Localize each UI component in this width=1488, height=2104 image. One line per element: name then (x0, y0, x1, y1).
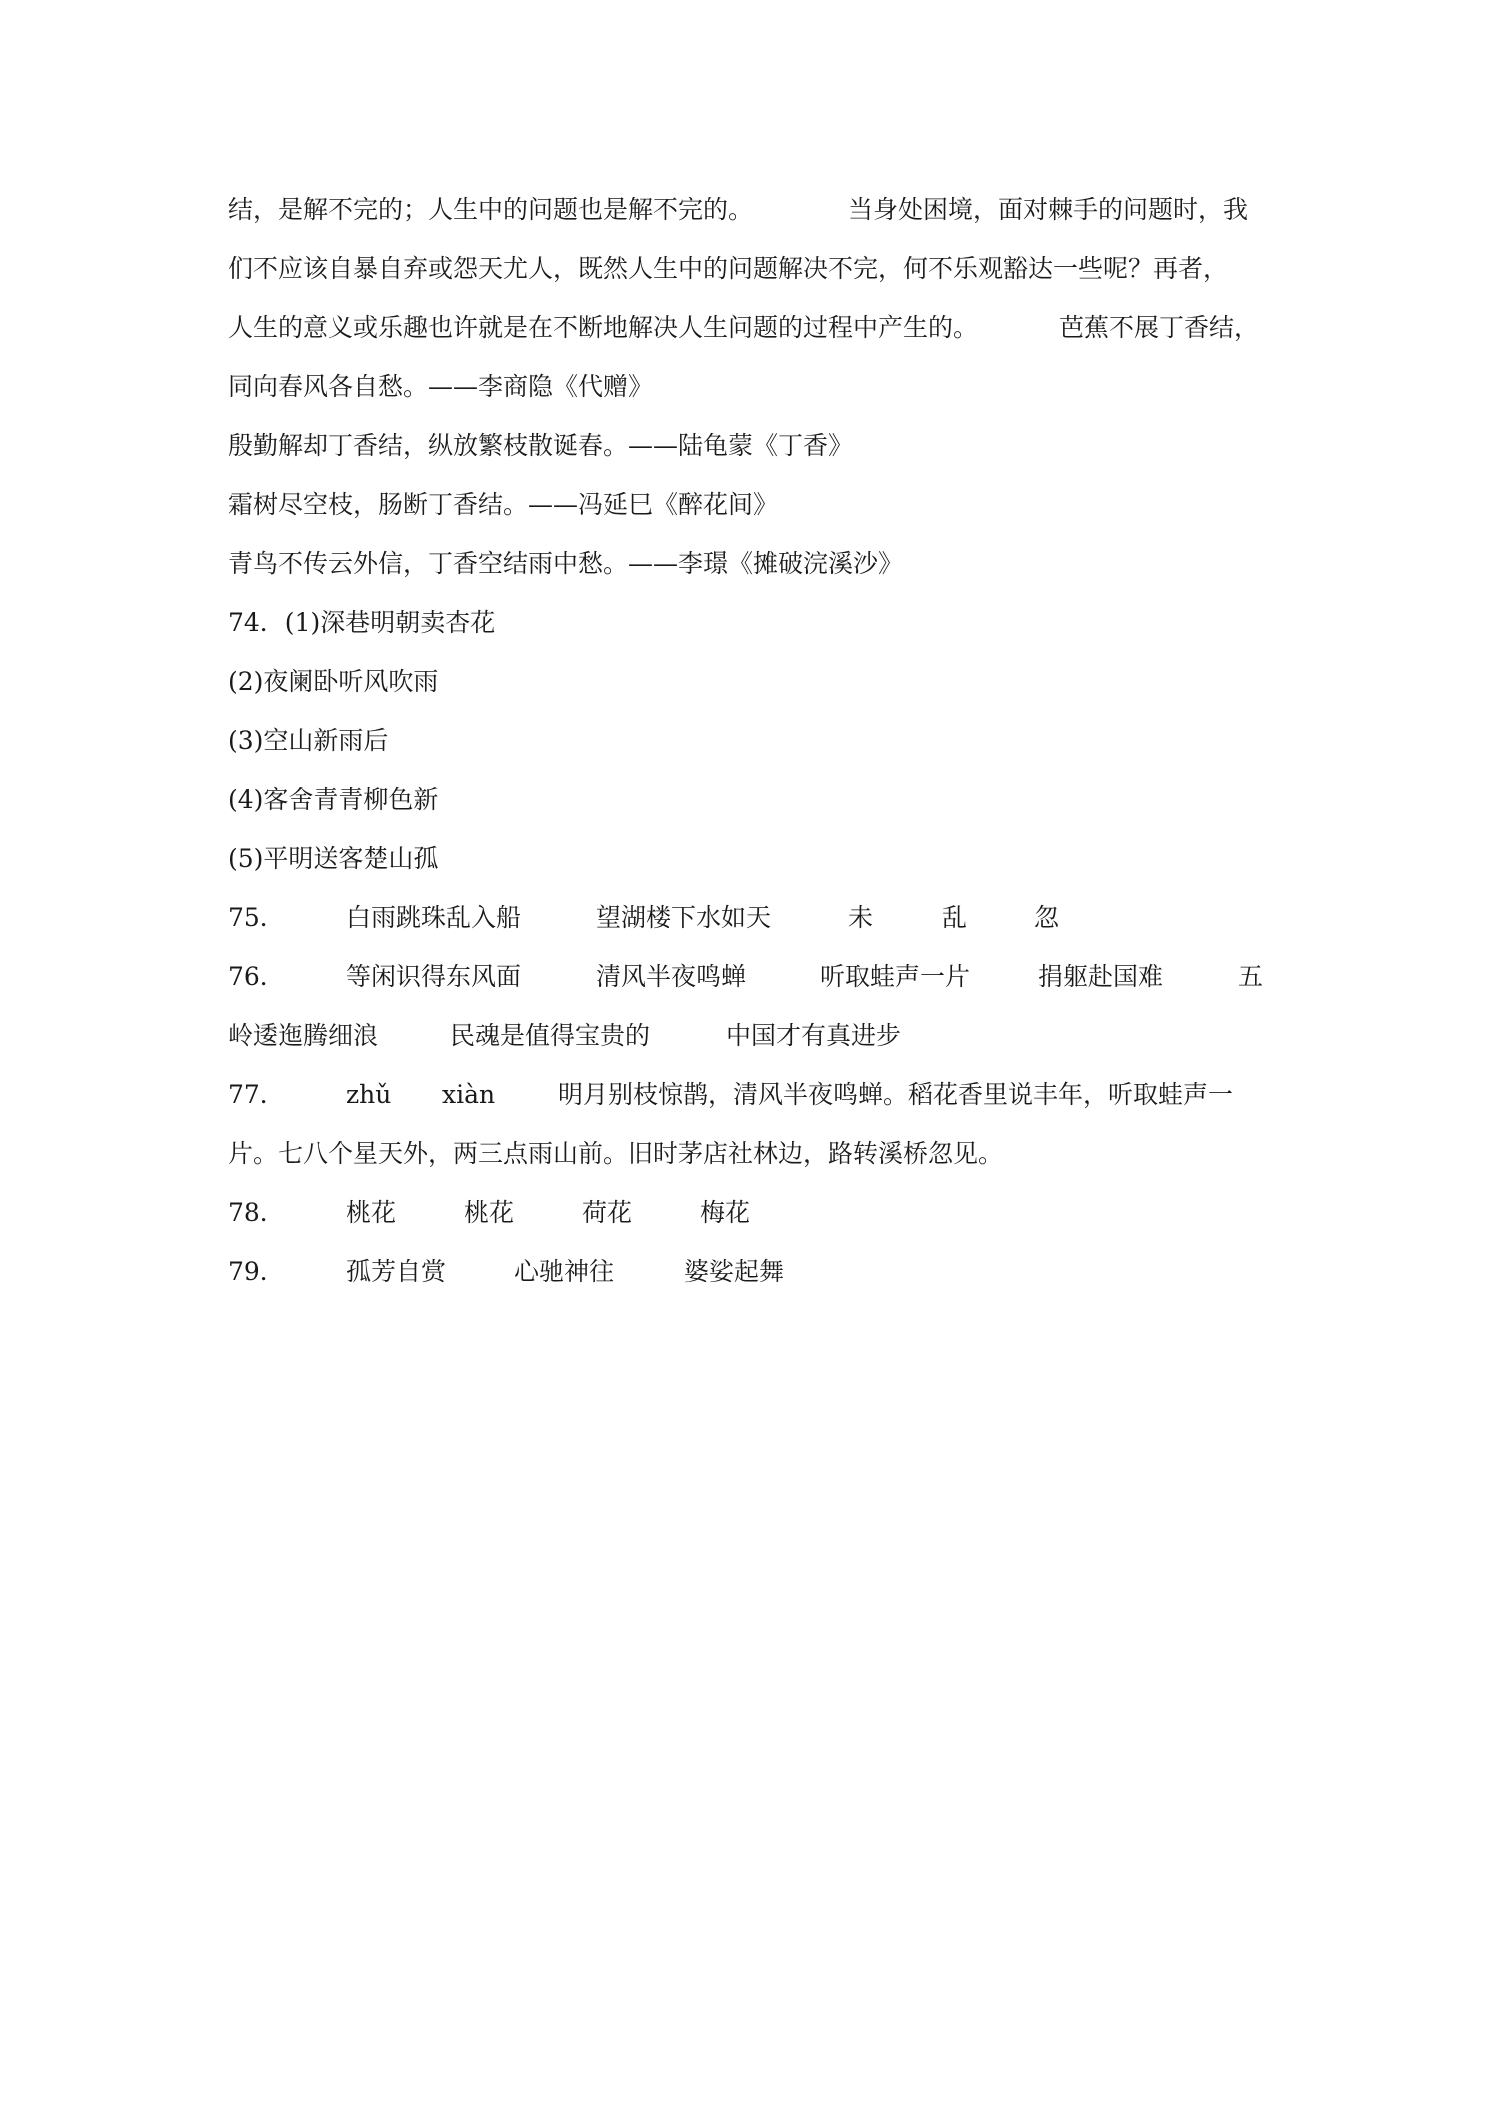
poem-line (228, 426, 1262, 485)
pinyin-answer: zhǔ (346, 1080, 392, 1109)
poem-line (228, 485, 1262, 544)
paragraph-text: 当身处困境，面对棘手的问题时，我 (848, 195, 1249, 224)
answer-blank: 婆娑起舞 (684, 1257, 785, 1286)
q76-line-1 (228, 957, 1262, 1016)
answer-text: 74．(1)深巷明朝卖杏花 (228, 608, 496, 637)
answer-text: (4)客舍青青柳色新 (228, 785, 439, 814)
paragraph-line-2 (228, 249, 1262, 308)
paragraph-line-1 (228, 190, 1262, 249)
answer-blank: 忽 (1034, 903, 1060, 932)
answer-text: 明月别枝惊鹊，清风半夜鸣蝉。稻花香里说丰年，听取蛙声一 (558, 1080, 1234, 1109)
answer-blank: 清风半夜鸣蝉 (596, 962, 747, 991)
paragraph-text: 同向春风各自愁。——李商隐《代赠》 (228, 372, 654, 401)
answer-text: (5)平明送客楚山孤 (228, 844, 439, 873)
q77-line-1 (228, 1075, 1262, 1134)
q74-line (228, 662, 1262, 721)
poem-text: 青鸟不传云外信，丁香空结雨中愁。——李璟《摊破浣溪沙》 (228, 549, 904, 578)
answer-blank: 白雨跳珠乱入船 (346, 903, 522, 932)
answer-blank: 五 (1238, 962, 1264, 991)
answer-blank: 荷花 (582, 1198, 633, 1227)
question-number: 75． (228, 903, 285, 932)
pinyin-answer: xiàn (442, 1080, 496, 1109)
paragraph-text: 人生的意义或乐趣也许就是在不断地解决人生问题的过程中产生的。 (228, 313, 979, 342)
q78-line (228, 1193, 1262, 1252)
answer-blank: 心驰神往 (514, 1257, 615, 1286)
answer-text: (3)空山新雨后 (228, 726, 389, 755)
q74-line (228, 603, 1262, 662)
q77-line-2 (228, 1134, 1262, 1193)
paragraph-line-4 (228, 367, 1262, 426)
answer-blank: 中国才有真进步 (726, 1021, 902, 1050)
paragraph-text: 结，是解不完的；人生中的问题也是解不完的。 (228, 195, 754, 224)
answer-blank: 梅花 (700, 1198, 751, 1227)
answer-blank: 听取蛙声一片 (820, 962, 971, 991)
poem-text: 霜树尽空枝，肠断丁香结。——冯延巳《醉花间》 (228, 490, 779, 519)
paragraph-text: 们不应该自暴自弃或怨天尤人，既然人生中的问题解决不完，何不乐观豁达一些呢？再者， (228, 254, 1229, 283)
answer-blank: 岭逶迤腾细浪 (228, 1021, 379, 1050)
q74-line (228, 780, 1262, 839)
answer-blank: 未 (848, 903, 874, 932)
answer-blank: 乱 (942, 903, 968, 932)
answer-text: 片。七八个星天外，两三点雨山前。旧时茅店社林边，路转溪桥忽见。 (228, 1139, 1004, 1168)
q76-line-2 (228, 1016, 1262, 1075)
paragraph-text: 芭蕉不展丁香结， (1059, 313, 1260, 342)
q79-line (228, 1252, 1262, 1311)
answer-blank: 民魂是值得宝贵的 (450, 1021, 651, 1050)
paragraph-line-3 (228, 308, 1262, 367)
document-page (228, 190, 1262, 1311)
question-number: 77． (228, 1080, 285, 1109)
answer-blank: 桃花 (346, 1198, 397, 1227)
answer-blank: 望湖楼下水如天 (596, 903, 772, 932)
answer-text: (2)夜阑卧听风吹雨 (228, 667, 439, 696)
q74-line (228, 839, 1262, 898)
question-number: 78． (228, 1198, 285, 1227)
answer-blank: 等闲识得东风面 (346, 962, 522, 991)
answer-blank: 捐躯赴国难 (1038, 962, 1164, 991)
poem-text: 殷勤解却丁香结，纵放繁枝散诞春。——陆龟蒙《丁香》 (228, 431, 854, 460)
answer-blank: 孤芳自赏 (346, 1257, 447, 1286)
question-number: 76． (228, 962, 285, 991)
poem-line (228, 544, 1262, 603)
answer-blank: 桃花 (464, 1198, 515, 1227)
q75-line (228, 898, 1262, 957)
q74-line (228, 721, 1262, 780)
question-number: 79． (228, 1257, 285, 1286)
